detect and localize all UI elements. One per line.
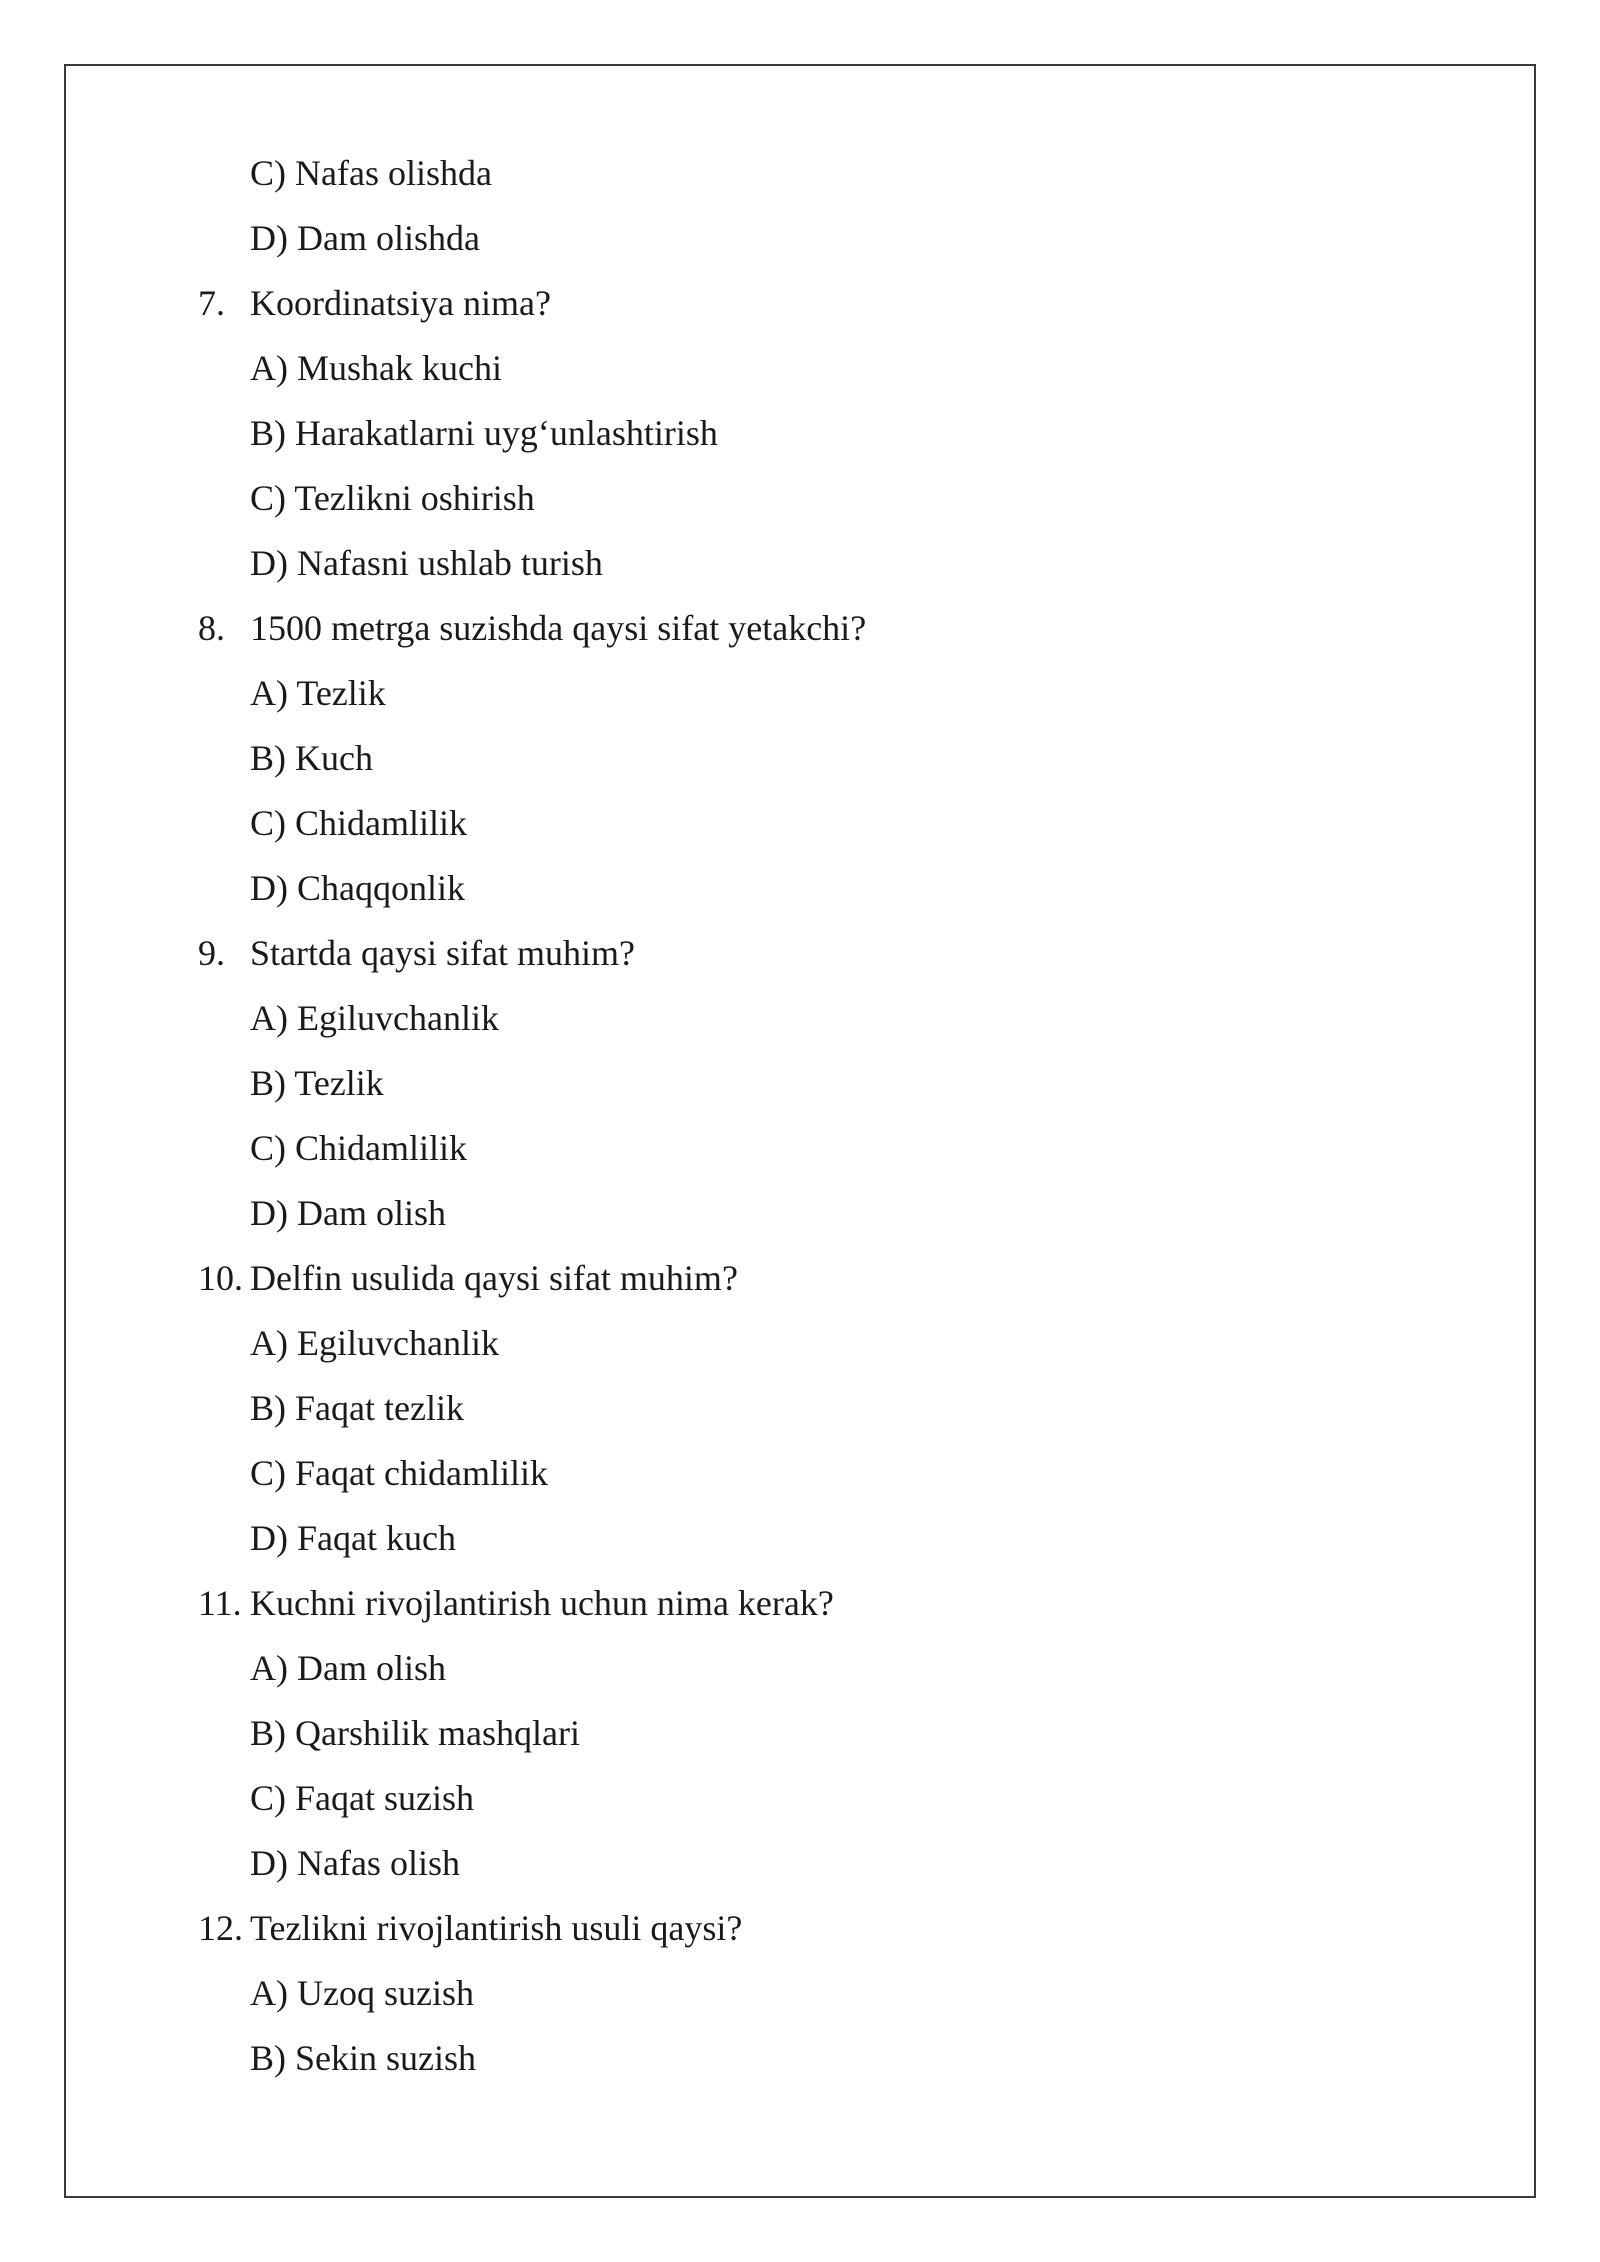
answer-option: C) Chidamlilik	[250, 1128, 468, 1168]
answer-option: A) Egiluvchanlik	[250, 998, 499, 1038]
answer-option: D) Dam olishda	[250, 218, 480, 258]
question-text: 1500 metrga suzishda qaysi sifat yetakchi?	[250, 608, 867, 648]
answer-option: C) Chidamlilik	[250, 803, 468, 843]
answer-option: D) Nafasni ushlab turish	[250, 543, 603, 583]
question-line	[198, 271, 1398, 336]
question-line	[198, 596, 1398, 661]
question-text: Startda qaysi sifat muhim?	[250, 933, 635, 973]
answer-option: B) Kuch	[250, 738, 373, 778]
answer-option: A) Tezlik	[250, 673, 386, 713]
answer-option: A) Uzoq suzish	[250, 1973, 474, 2013]
question-number: 8.	[198, 608, 225, 648]
answer-option: A) Egiluvchanlik	[250, 1323, 499, 1363]
answer-option: C) Faqat chidamlilik	[250, 1453, 548, 1493]
question-number: 11.	[198, 1583, 242, 1623]
question-line	[198, 1571, 1398, 1636]
question-list	[198, 141, 1398, 2091]
question-number: 9.	[198, 933, 225, 973]
question-text: Tezlikni rivojlantirish usuli qaysi?	[250, 1908, 743, 1948]
question-line	[198, 921, 1398, 986]
answer-option: B) Qarshilik mashqlari	[250, 1713, 580, 1753]
question-text: Delfin usulida qaysi sifat muhim?	[250, 1258, 738, 1298]
question-line	[198, 1896, 1398, 1961]
answer-option: A) Mushak kuchi	[250, 348, 502, 388]
answer-option: C) Nafas olishda	[250, 153, 492, 193]
answer-option: B) Tezlik	[250, 1063, 384, 1103]
question-line	[198, 1246, 1398, 1311]
answer-option: B) Sekin suzish	[250, 2038, 477, 2078]
question-number: 10.	[198, 1258, 243, 1298]
question-number: 12.	[198, 1908, 243, 1948]
answer-option: C) Tezlikni oshirish	[250, 478, 535, 518]
answer-option: A) Dam olish	[250, 1648, 446, 1688]
answer-option: D) Nafas olish	[250, 1843, 460, 1883]
question-text: Koordinatsiya nima?	[250, 283, 551, 323]
question-number: 7.	[198, 283, 225, 323]
answer-option: D) Dam olish	[250, 1193, 446, 1233]
answer-option: C) Faqat suzish	[250, 1778, 474, 1818]
answer-option: B) Faqat tezlik	[250, 1388, 464, 1428]
answer-option: D) Chaqqonlik	[250, 868, 465, 908]
answer-option: B) Harakatlarni uyg‘unlashtirish	[250, 413, 718, 453]
answer-option: D) Faqat kuch	[250, 1518, 456, 1558]
question-text: Kuchni rivojlantirish uchun nima kerak?	[250, 1583, 834, 1623]
